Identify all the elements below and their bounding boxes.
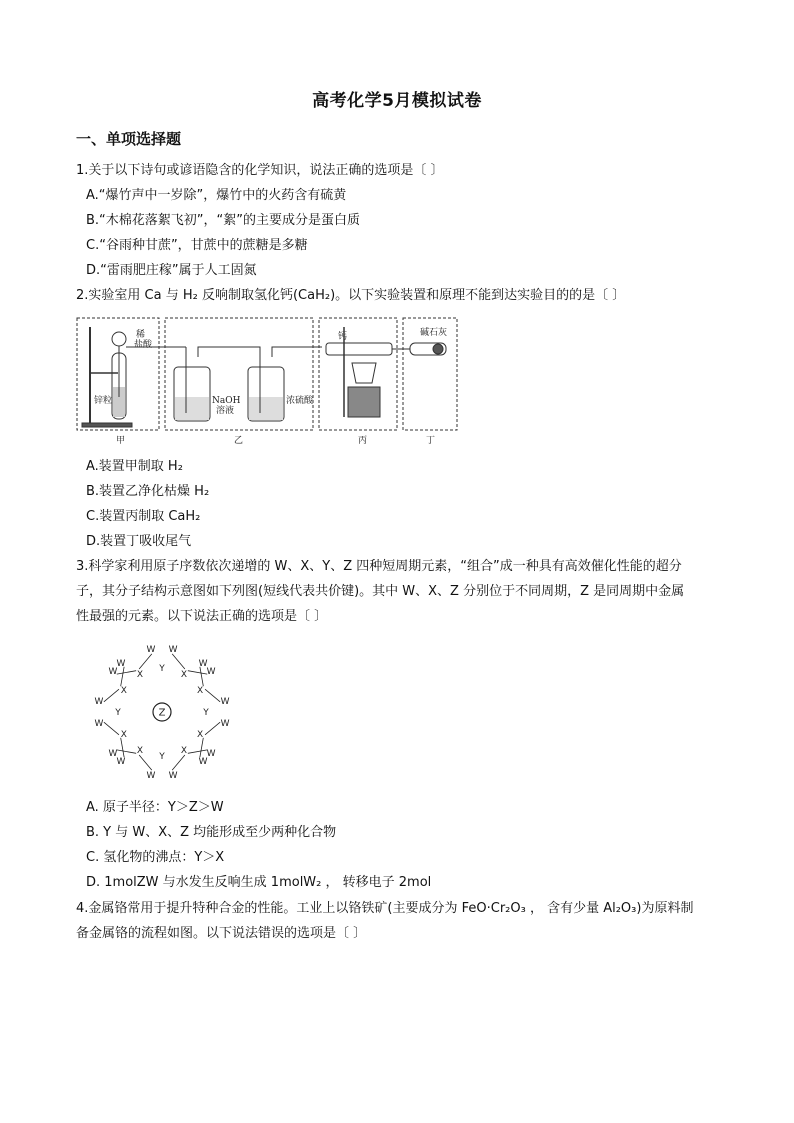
- q2-stem: 2.实验室用 Ca 与 H₂ 反响制取氢化钙(CaH₂)。以下实验装置和原理不能到达实验目的的是〔 〕: [76, 288, 626, 303]
- atom-w: W: [116, 658, 126, 669]
- atom-w: W: [220, 696, 230, 707]
- atom-x: X: [120, 730, 127, 740]
- bond: [139, 654, 152, 669]
- q2-option-c: C.装置丙制取 CaH₂: [86, 509, 201, 524]
- q1-option-d: D.“雷雨肥庄稼”属于人工固氮: [86, 263, 257, 278]
- bond: [117, 671, 136, 674]
- bond: [200, 667, 203, 686]
- bond: [104, 722, 119, 735]
- atom-w: W: [198, 757, 208, 768]
- label-gai: 钙: [338, 332, 348, 342]
- atom-w: W: [146, 644, 156, 655]
- bond: [200, 738, 203, 757]
- bond: [188, 671, 207, 674]
- q1-option-b: B.“木棉花落絮飞初”，“絮”的主要成分是蛋白质: [86, 213, 360, 228]
- atom-w: W: [220, 719, 230, 730]
- q4-stem-line2: 备金属铬的流程如图。以下说法错误的选项是〔 〕: [76, 926, 367, 941]
- atom-y: Y: [203, 708, 209, 718]
- atom-w: W: [206, 666, 216, 677]
- atom-x: X: [197, 730, 204, 740]
- atom-w: W: [198, 658, 208, 669]
- atom-y: Y: [159, 752, 165, 762]
- bond: [205, 689, 220, 702]
- q1-option-c: C.“谷雨种甘蔗”，甘蔗中的蔗糖是多糖: [86, 238, 308, 253]
- atom-w: W: [206, 749, 216, 760]
- q3-stem-line1: 3.科学家利用原子序数依次递增的 W、X、Y、Z 四种短周期元素，“组合”成一种具有高效催化性能的超分: [76, 559, 682, 574]
- atom-w: W: [94, 696, 104, 707]
- label-xinli: 锌粒: [94, 396, 113, 406]
- atom-w: W: [94, 719, 104, 730]
- q4-stem-line1: 4.金属铬常用于提升特种合金的性能。工业上以铬铁矿(主要成分为 FeO·Cr₂O₃ ， 含有少量 Al₂O₃)为原料制: [76, 901, 694, 916]
- label-rongye: 溶液: [216, 406, 235, 416]
- bond: [205, 722, 220, 735]
- bond: [188, 750, 207, 753]
- apparatus-figure: [76, 317, 458, 449]
- q1-stem: 1.关于以下诗句或谚语隐含的化学知识，说法正确的选项是〔 〕: [76, 163, 444, 178]
- atom-w: W: [116, 757, 126, 768]
- label-jia: 甲: [116, 436, 126, 446]
- molecule-structure-figure: [84, 643, 240, 781]
- label-naoh: NaOH: [212, 396, 241, 406]
- atom-w: W: [168, 771, 178, 781]
- atom-w: W: [146, 771, 156, 781]
- q3-stem-line3: 性最强的元素。以下说法正确的选项是〔 〕: [76, 609, 328, 624]
- section-heading: 一、单项选择题: [76, 130, 182, 148]
- atom-y: Y: [115, 708, 121, 718]
- bond: [172, 755, 185, 770]
- bond: [121, 738, 124, 757]
- q3-option-a: A. 原子半径：Y＞Z＞W: [86, 800, 224, 815]
- bond: [104, 689, 119, 702]
- atom-w: W: [108, 666, 118, 677]
- q3-option-c: C. 氢化物的沸点：Y＞X: [86, 850, 225, 865]
- label-bing: 丙: [358, 436, 368, 446]
- atom-x: X: [136, 669, 144, 680]
- bond: [139, 755, 152, 770]
- bond: [121, 667, 124, 686]
- atom-x: X: [180, 746, 188, 757]
- page-title: 高考化学5月模拟试卷: [312, 91, 482, 111]
- atom-w: W: [108, 749, 118, 760]
- q3-option-d: D. 1molZW 与水发生反响生成 1molW₂ ， 转移电子 2mol: [86, 875, 432, 890]
- label-ding: 丁: [426, 436, 436, 446]
- label-jianshihui: 碱石灰: [420, 328, 448, 338]
- q2-option-b: B.装置乙净化枯燥 H₂: [86, 484, 210, 499]
- atom-x: X: [120, 686, 127, 696]
- q3-option-b: B. Y 与 W、X、Z 均能形成至少两种化合物: [86, 825, 337, 840]
- center-atom: Z: [158, 707, 166, 719]
- label-yansuan: 盐酸: [134, 340, 153, 350]
- q1-option-a: A.“爆竹声中一岁除”，爆竹中的火药含有硫黄: [86, 188, 347, 203]
- atom-y: Y: [159, 664, 165, 674]
- label-nongliusuan: 浓硫酸: [286, 396, 314, 406]
- bond: [117, 750, 136, 753]
- atom-x: X: [197, 686, 204, 696]
- atom-x: X: [136, 746, 144, 757]
- atom-x: X: [180, 669, 188, 680]
- q3-stem-line2: 子，其分子结构示意图如下列图(短线代表共价键)。其中 W、X、Z 分别位于不同周期，Z 是同周期中金属: [76, 584, 685, 599]
- label-yi: 乙: [234, 436, 244, 446]
- q2-option-d: D.装置丁吸收尾气: [86, 534, 192, 549]
- q2-option-a: A.装置甲制取 H₂: [86, 459, 183, 474]
- atom-w: W: [168, 644, 178, 655]
- label-xi: 稀: [136, 330, 146, 340]
- bond: [172, 654, 185, 669]
